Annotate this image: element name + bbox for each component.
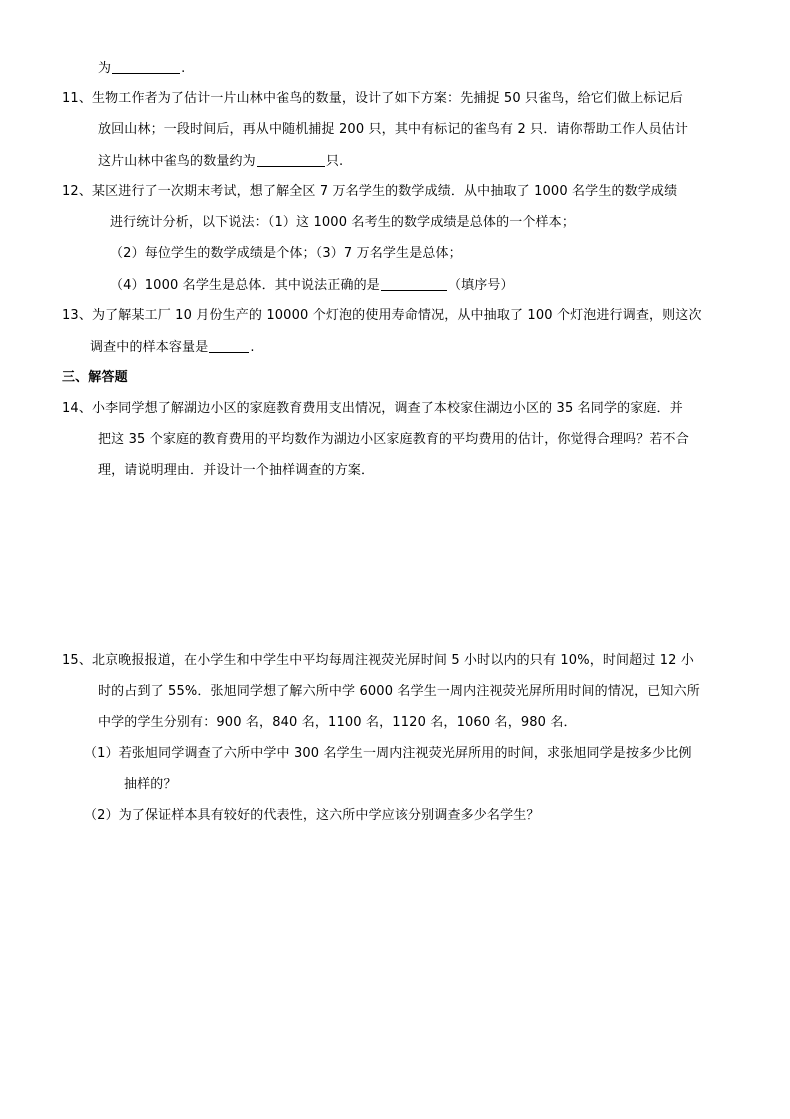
q15-line-3: 中学的学生分别有：900 名，840 名，1100 名，1120 名，1060 名，980 名．	[98, 715, 577, 730]
q10-tail-suffix: .	[181, 61, 186, 76]
q13-number: 13、	[62, 308, 92, 323]
q11-line-3	[98, 153, 343, 170]
q14-line-1	[62, 401, 683, 417]
q12-line-1	[62, 184, 677, 200]
q12-text-4: （4）1000 名学生是总体．其中说法正确的是	[110, 278, 380, 293]
q11-text-1: 生物工作者为了估计一片山林中雀鸟的数量，设计了如下方案：先捕捉 50 只雀鸟，给它们做上标记后	[92, 91, 683, 106]
q12-suffix: （填序号）	[447, 278, 514, 293]
q13-text-2: 调查中的样本容量是	[90, 340, 209, 355]
q14-line-2: 把这 35 个家庭的教育费用的平均数作为湖边小区家庭教育的平均费用的估计，你觉得合理吗？若不合	[98, 432, 689, 447]
q12-line-4	[110, 277, 514, 294]
q12-line-2: 进行统计分析，以下说法：（1）这 1000 名考生的数学成绩是总体的一个样本；	[110, 215, 575, 230]
q11-line-2: 放回山林；一段时间后，再从中随机捕捉 200 只，其中有标记的雀鸟有 2 只．请你帮助工作人员估计	[98, 122, 688, 137]
q13-suffix: .	[250, 340, 255, 355]
q15-line-2: 时的占到了 55%．张旭同学想了解六所中学 6000 名学生一周内注视荧光屏所用时间的情况，已知六所	[98, 684, 700, 699]
q12-text-1: 某区进行了一次期末考试，想了解全区 7 万名学生的数学成绩．从中抽取了 1000 名学生的数学成绩	[92, 184, 678, 199]
q11-number: 11、	[62, 91, 92, 106]
q11-text-3: 这片山林中雀鸟的数量约为	[98, 154, 256, 169]
q15-sub1-line-2: 抽样的？	[124, 777, 177, 792]
q15-line-1	[62, 653, 694, 669]
q11-suffix: 只.	[325, 154, 344, 169]
q15-text-1: 北京晚报报道，在小学生和中学生中平均每周注视荧光屏时间 5 小时以内的只有 10%，时间超过 12 小	[92, 653, 695, 668]
q14-line-3: 理，请说明理由．并设计一个抽样调查的方案．	[98, 463, 375, 478]
q15-sub1-line-1: （1）若张旭同学调查了六所中学中 300 名学生一周内注视荧光屏所用的时间，求张旭同学是按多少比例	[84, 746, 692, 761]
q11-line-1	[62, 91, 683, 107]
q15-sub2: （2）为了保证样本具有较好的代表性，这六所中学应该分别调查多少名学生？	[84, 808, 540, 823]
q12-number: 12、	[62, 184, 92, 199]
q10-answer-blank[interactable]	[112, 60, 180, 74]
q10-tail	[98, 60, 185, 77]
q12-answer-blank[interactable]	[381, 277, 447, 291]
section-3-heading: 三、解答题	[62, 370, 128, 385]
q11-answer-blank[interactable]	[257, 153, 325, 167]
q13-answer-blank[interactable]	[209, 339, 249, 353]
q12-line-3: （2）每位学生的数学成绩是个体；（3）7 万名学生是总体；	[110, 246, 462, 261]
q13-text-1: 为了解某工厂 10 月份生产的 10000 个灯泡的使用寿命情况，从中抽取了 100 个灯泡进行调查，则这次	[92, 308, 702, 323]
q15-number: 15、	[62, 653, 92, 668]
q14-text-1: 小李同学想了解湖边小区的家庭教育费用支出情况，调查了本校家住湖边小区的 35 名同学的家庭．并	[92, 401, 683, 416]
q10-tail-prefix: 为	[98, 61, 112, 76]
q14-number: 14、	[62, 401, 92, 416]
q13-line-1	[62, 308, 702, 324]
q13-line-2	[90, 339, 255, 356]
